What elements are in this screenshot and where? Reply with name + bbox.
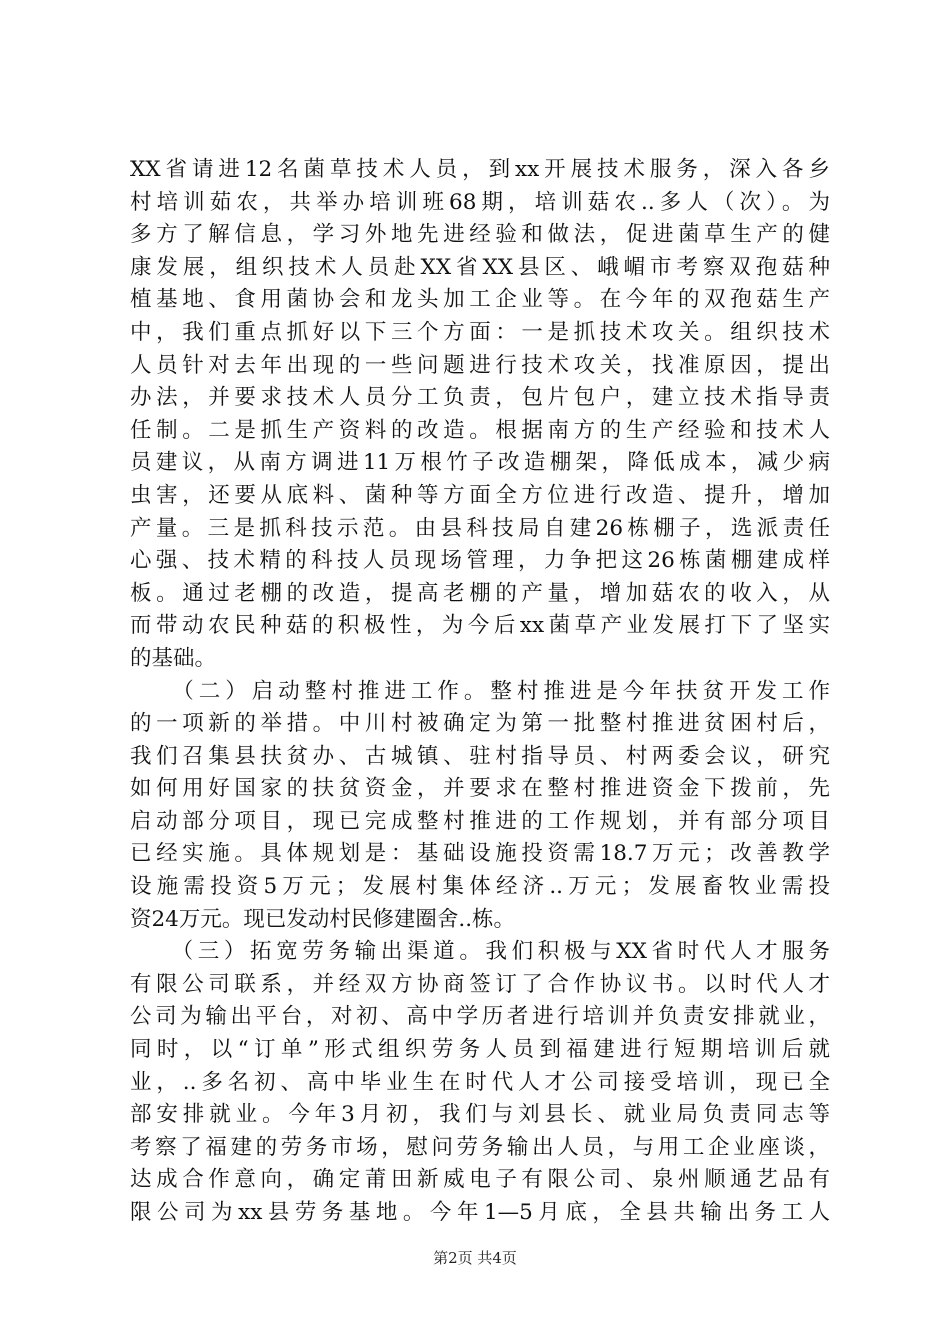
page-number-footer: 第2页 共4页	[433, 1249, 517, 1267]
text-line: 多方了解信息，学习外地先进经验和做法，促进菌草生产的健	[130, 222, 830, 248]
text-line: 达成合作意向，确定莆田新威电子有限公司、泉州顺通艺品有	[130, 1167, 830, 1193]
text-line: 产量。三是抓科技示范。由县科技局自建26栋棚子，选派责任	[130, 515, 830, 541]
text-line: 有限公司联系，并经双方协商签订了合作协议书。以时代人才	[130, 971, 830, 997]
text-line: 中，我们重点抓好以下三个方面：一是抓技术攻关。组织技术	[130, 319, 830, 345]
text-line: 康发展，组织技术人员赴XX省XX县区、峨嵋市考察双孢菇种	[130, 254, 830, 280]
text-line: 我们召集县扶贫办、古城镇、驻村指导员、村两委会议，研究	[130, 743, 830, 769]
text-line: 板。通过老棚的改造，提高老棚的产量，增加菇农的收入，从	[130, 580, 830, 606]
text-line: 资24万元。现已发动村民修建圈舍..栋。	[130, 906, 516, 932]
text-line: 员建议，从南方调进11万根竹子改造棚架，降低成本，减少病	[130, 450, 830, 476]
text-line: 的基础。	[130, 645, 217, 671]
document-body	[130, 154, 830, 1230]
text-line: 办法，并要求技术人员分工负责，包片包户，建立技术指导责	[130, 385, 830, 411]
text-line: 植基地、食用菌协会和龙头加工企业等。在今年的双孢菇生产	[130, 287, 830, 313]
text-line: 任制。二是抓生产资料的改造。根据南方的生产经验和技术人	[130, 417, 830, 443]
text-line: 村培训茹农，共举办培训班68期，培训菇农..多人（次）。为	[130, 189, 830, 215]
text-line: 虫害，还要从底料、菌种等方面全方位进行改造、提升，增加	[130, 482, 830, 508]
text-line: 业，..多名初、高中毕业生在时代人才公司接受培训，现已全	[130, 1069, 830, 1095]
text-line: 如何用好国家的扶贫资金，并要求在整村推进资金下拨前，先	[130, 776, 830, 802]
text-line: 人员针对去年出现的一些问题进行技术攻关，找准原因，提出	[130, 352, 830, 378]
text-line: XX省请进12名菌草技术人员，到xx开展技术服务，深入各乡	[130, 157, 830, 182]
text-line: 而带动农民种菇的积极性，为今后xx菌草产业发展打下了坚实	[130, 613, 830, 639]
text-line: 启动部分项目，现已完成整村推进的工作规划，并有部分项目	[130, 808, 830, 834]
text-line: 公司为输出平台，对初、高中学历者进行培训并负责安排就业，	[130, 1004, 830, 1030]
text-line: 同时，以“订单”形式组织劳务人员到福建进行短期培训后就	[130, 1037, 830, 1063]
text-line: 的一项新的举措。中川村被确定为第一批整村推进贫困村后，	[130, 711, 830, 737]
paragraph-heading-line: （二）启动整村推进工作。整村推进是今年扶贫开发工作	[130, 678, 830, 704]
text-line: 心强、技术精的科技人员现场管理，力争把这26栋菌棚建成样	[130, 548, 830, 574]
text-line: 限公司为xx县劳务基地。今年1—5月底，全县共输出务工人	[130, 1200, 830, 1225]
text-line: 部安排就业。今年3月初，我们与刘县长、就业局负责同志等	[130, 1102, 830, 1128]
text-line: 考察了福建的劳务市场，慰问劳务输出人员，与用工企业座谈，	[130, 1134, 830, 1160]
text-line: 设施需投资5万元；发展村集体经济..万元；发展畜牧业需投	[130, 874, 830, 900]
paragraph-heading-line: （三）拓宽劳务输出渠道。我们积极与XX省时代人才服务	[130, 939, 830, 965]
text-line: 已经实施。具体规划是：基础设施投资需18.7万元；改善教学	[130, 841, 830, 867]
